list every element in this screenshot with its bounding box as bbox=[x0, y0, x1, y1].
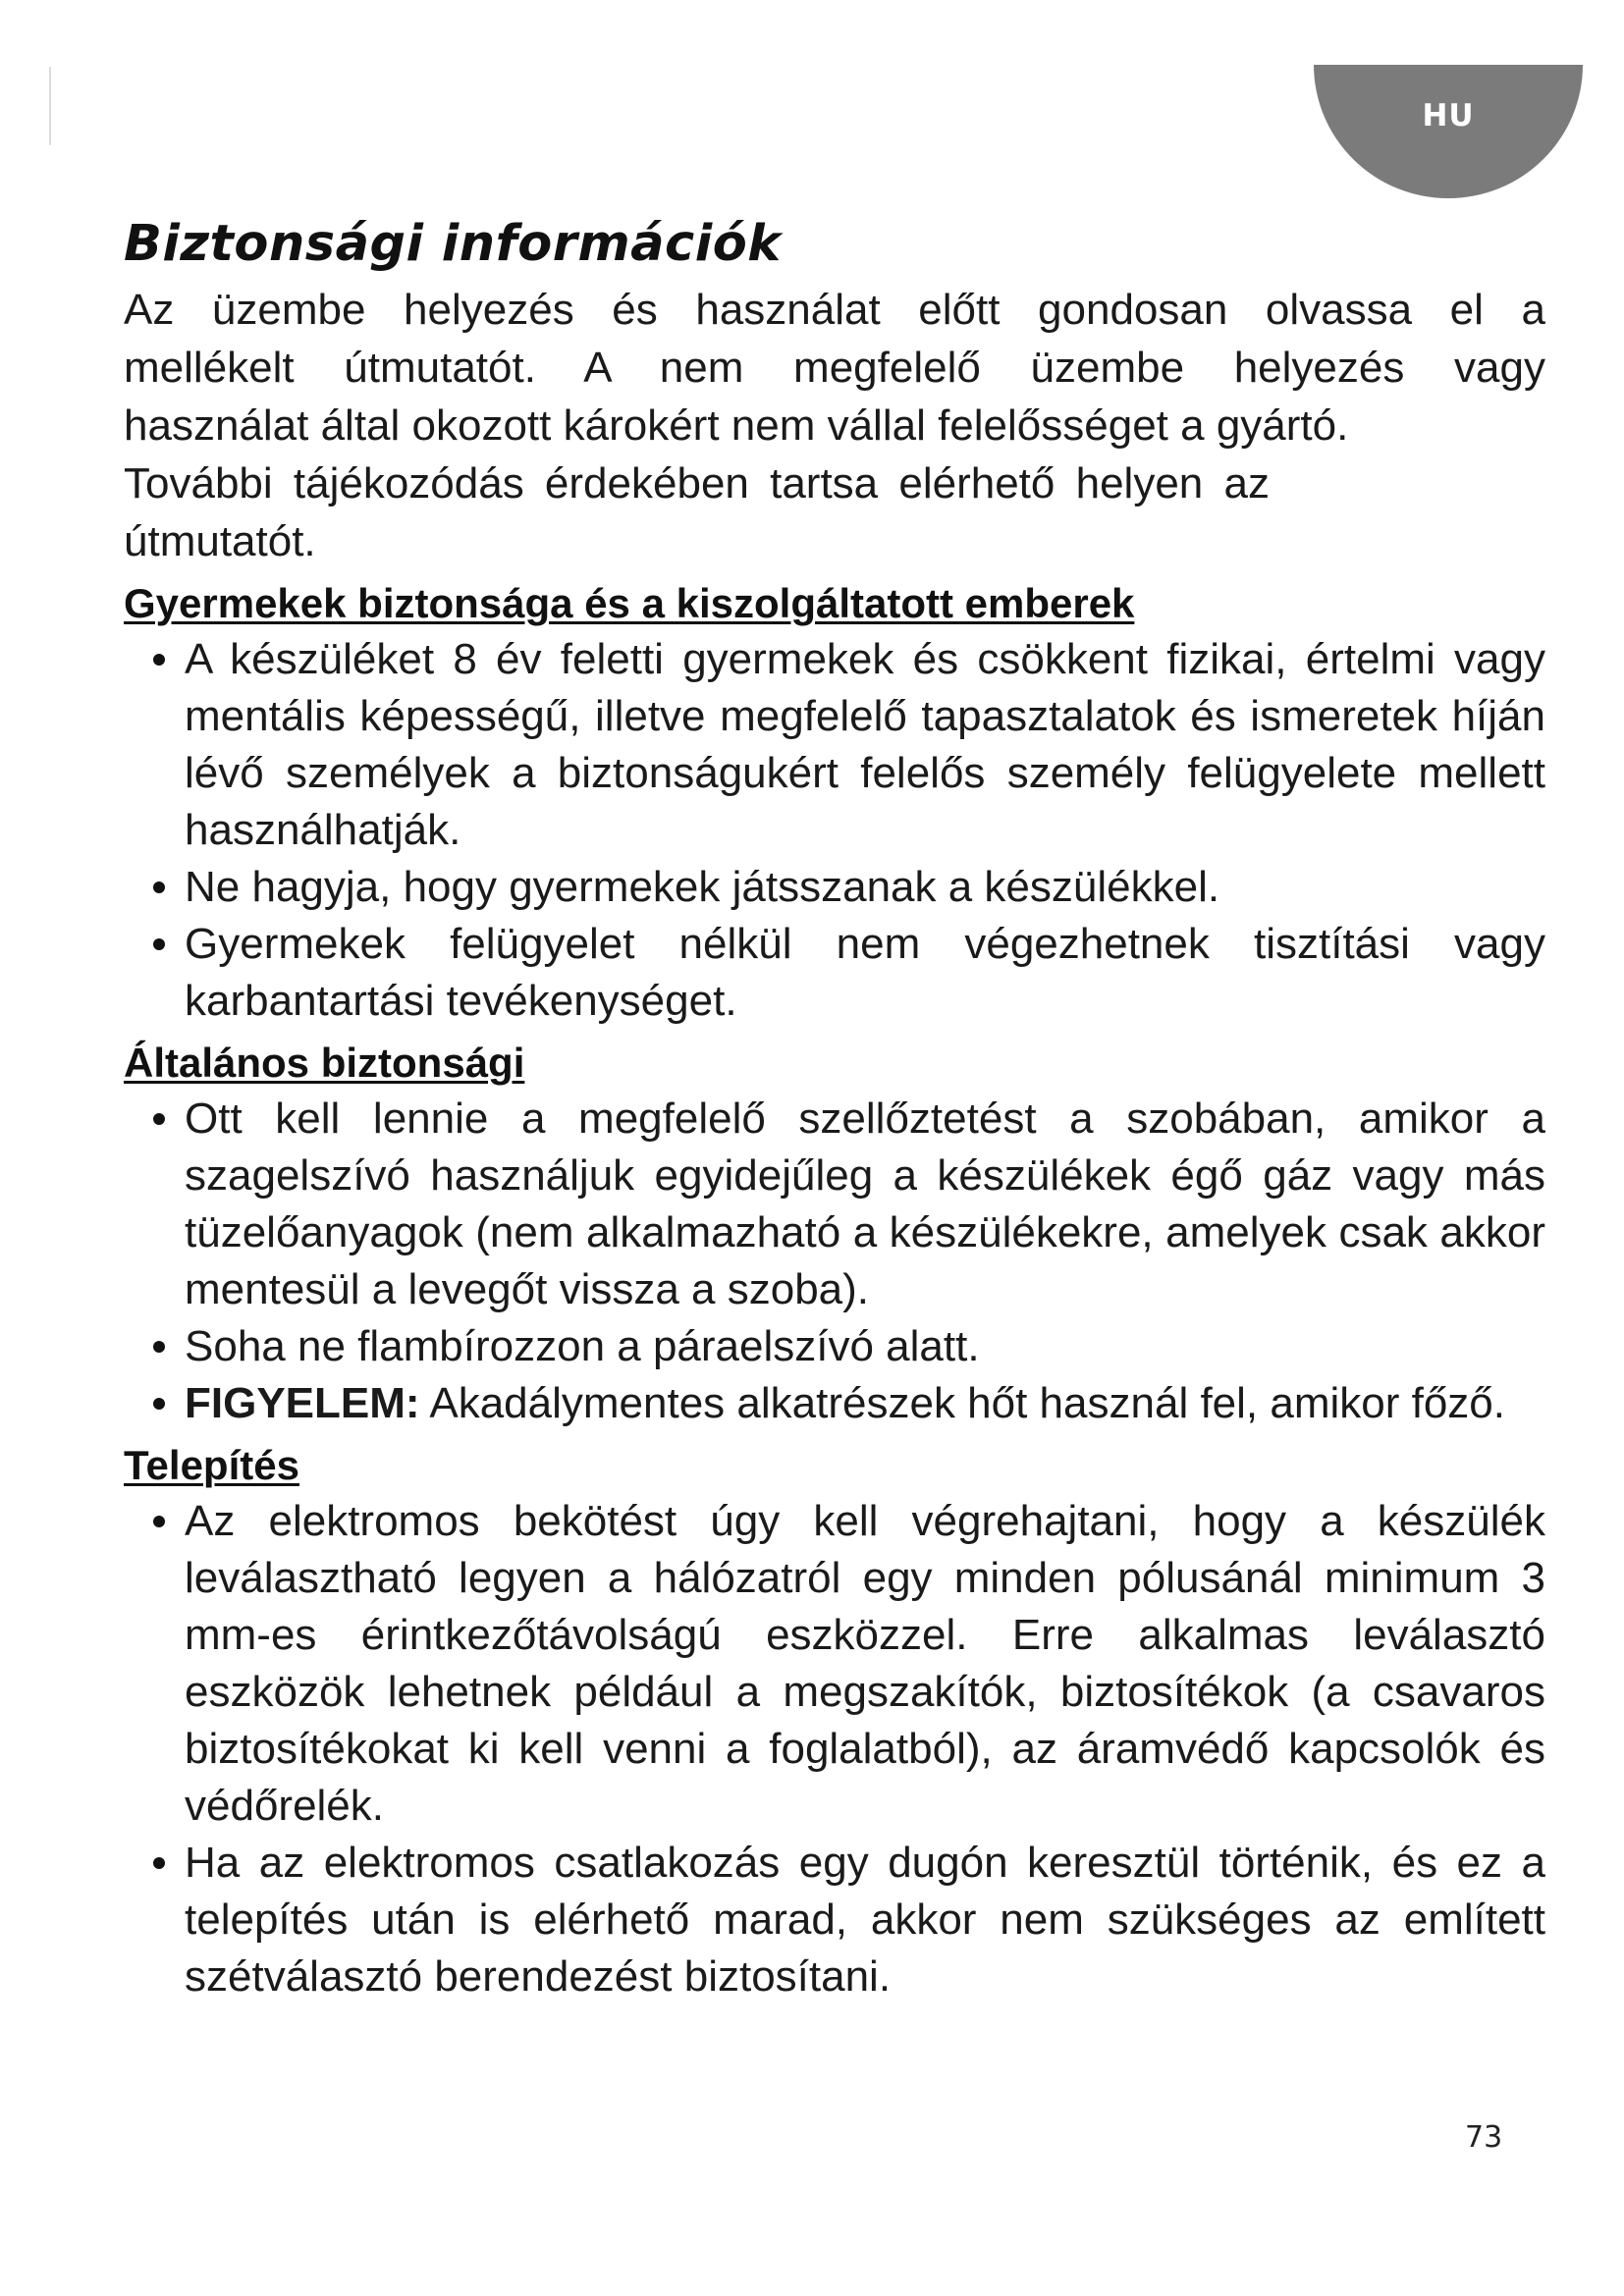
list-item-text: Gyermekek felügyelet nélkül nem végezhetnek tisztítási vagy karbantartási tevékenységet. bbox=[185, 920, 1545, 1025]
page-title: Biztonsági információk bbox=[124, 215, 782, 273]
list-item-text: Az elektromos bekötést úgy kell végrehajtani, hogy a készülék leválasztható legyen a hálózatról egy minden pólusánál minimum 3 mm-es érintkezőtávolságú eszközzel. Erre alkalmas leválasztó eszközök lehetnek például a megszakítók, biztosítékok (a csavaros biztosítékokat ki kell venni a foglalatból), az áramvédő kapcsolók és védőrelék. bbox=[185, 1497, 1545, 1830]
bullet-icon bbox=[153, 1341, 165, 1353]
list-item-text: Soha ne flambírozzon a páraelszívó alatt. bbox=[185, 1322, 980, 1370]
section-heading-children-safety: Gyermekek biztonsága és a kiszolgáltatott emberek bbox=[124, 580, 1135, 626]
list-item bbox=[124, 1375, 1545, 1432]
list-item bbox=[124, 916, 1545, 1030]
list-item bbox=[124, 1091, 1545, 1318]
intro-line: útmutatót. bbox=[124, 517, 316, 565]
list-item bbox=[124, 631, 1545, 859]
list-item bbox=[124, 1493, 1545, 1835]
list-item-text: Ott kell lennie a megfelelő szellőztetést a szobában, amikor a szagelszívó használjuk egyidejűleg a készülékek égő gáz vagy más tüzelőanyagok (nem alkalmazható a készülékekre, amelyek csak akkor mentesül a levegőt vissza a szoba). bbox=[185, 1095, 1545, 1313]
bullet-icon bbox=[153, 1857, 165, 1869]
intro-line: mellékelt útmutatót. A nem megfelelő üzembe helyezés vagy bbox=[124, 344, 1545, 392]
list-item-text: Akadálymentes alkatrészek hőt használ fel, amikor főző. bbox=[419, 1379, 1505, 1427]
intro-line: használat által okozott károkért nem vállal felelősséget a gyártó. bbox=[124, 401, 1349, 450]
bullet-icon bbox=[153, 1113, 165, 1125]
language-tab bbox=[1314, 65, 1583, 198]
bullet-icon bbox=[153, 654, 165, 666]
bullet-icon bbox=[153, 881, 165, 893]
list-item-text: Ne hagyja, hogy gyermekek játsszanak a készülékkel. bbox=[185, 863, 1220, 911]
list-item bbox=[124, 859, 1545, 916]
list-item-text: A készüléket 8 év feletti gyermekek és csökkent fizikai, értelmi vagy mentális képességű, illetve megfelelő tapasztalatok és ismeretek híján lévő személyek a biztonságukért felelős személy felügyelete mellett használhatják. bbox=[185, 635, 1545, 854]
page-content bbox=[124, 214, 1545, 2005]
intro-line: További tájékozódás érdekében tartsa elérhető helyen az bbox=[124, 459, 1270, 507]
bullet-icon bbox=[153, 1516, 165, 1527]
section-heading-installation: Telepítés bbox=[124, 1442, 299, 1488]
page-number: 73 bbox=[1465, 2120, 1503, 2155]
margin-rule bbox=[49, 67, 51, 145]
intro-paragraph bbox=[124, 281, 1545, 570]
bullet-list bbox=[124, 1493, 1545, 2005]
intro-line: Az üzembe helyezés és használat előtt gondosan olvassa el a bbox=[124, 286, 1545, 334]
list-item bbox=[124, 1835, 1545, 2005]
list-item bbox=[124, 1318, 1545, 1375]
bullet-icon bbox=[153, 938, 165, 950]
bullet-icon bbox=[153, 1398, 165, 1410]
section-heading-general-safety: Általános biztonsági bbox=[124, 1040, 525, 1086]
warning-label: FIGYELEM: bbox=[185, 1379, 420, 1427]
bullet-list bbox=[124, 631, 1545, 1030]
list-item-text: Ha az elektromos csatlakozás egy dugón keresztül történik, és ez a telepítés után is elérhető marad, akkor nem szükséges az említett szétválasztó berendezést biztosítani. bbox=[185, 1839, 1545, 2001]
bullet-list bbox=[124, 1091, 1545, 1432]
language-tab-label: HU bbox=[1422, 98, 1475, 133]
